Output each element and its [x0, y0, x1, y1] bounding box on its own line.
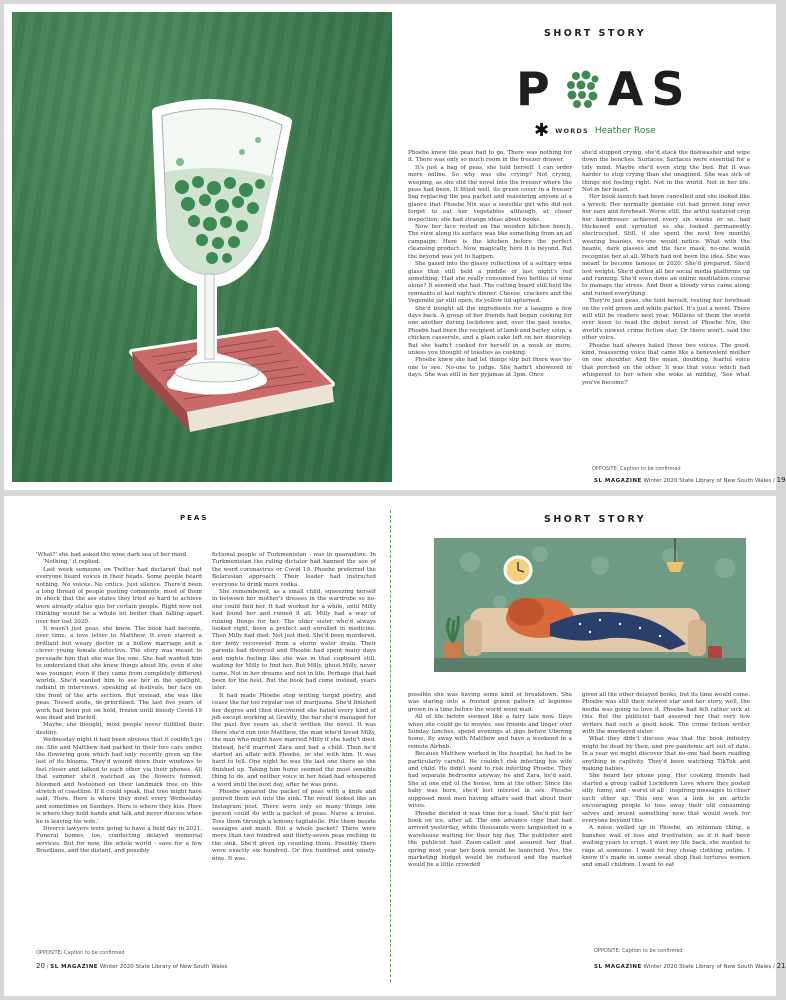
folio-magazine: SL MAGAZINE: [594, 478, 642, 484]
section-label: SHORT STORY: [544, 28, 647, 39]
page-number: 20: [36, 962, 45, 970]
paragraph: She'd bought all the ingredients for a lasagne a few days back. A group of her friends had begun cooking for one another during lockdown and, over the past weeks, Phoebe had been the recipient of lamb and barley soup, a chicken casserole, and a plain cake left on her doorstep. But she hadn't cooked for herself in a week or more, unless you thought of toasties as cooking.: [408, 305, 572, 356]
story-column-1: [408, 150, 572, 460]
paragraph: A noise welled up in Phoebe, an inhuman thing, a banshee wail of loss and frustration, as if it had been waiting years to erupt. I want my life back, she wanted to rage at someone. I want to buy cheap clothing online. I know it's made in some sweat shop that tortures women and small children. I want to eat: [582, 825, 750, 869]
paragraph: All of life before seemed like a fairy tale now. Days when she could go to movies, see friends and linger over Sunday lunches, spend evenings at gigs before Ubering home, fly away with Matthew and have a weekend in a remote Airbnb.: [408, 714, 572, 750]
wine-glass-illustration: [12, 12, 392, 482]
paragraph: They're just peas, she told herself, resting her forehead on the cold green and white packet. It's just a novel. There will still be readers next year. Millions of them the world over keen to read the debut novel of Phoebe Nix, the world's newest crime fiction star. Or there won't, said the other voice.: [582, 298, 750, 342]
wine-glass-with-peas-on-book-icon: [12, 12, 392, 482]
folio-publisher: State Library of New South Wales: [679, 478, 772, 484]
spread-gutter: [390, 510, 391, 982]
folio-magazine: SL MAGAZINE: [594, 964, 642, 970]
top-spread: [4, 4, 786, 490]
paragraph: She remembered, as a small child, squeezing herself in between her mother's dresses in the wardrobe so no-one could find her. It had worked for a while, until Milly had found her and ruined it all. Milly had a way of ruining things for her. The older sister who'd always looked right, been a prefect and enrolled in medicine. Then Milly had died. Not just died. She'd been murdered, her body recovered from a storm water drain. Their parents had divorced and Phoebe had spent many days and nights feeling like she was in that cupboard still, waiting for Milly to find her. But Milly, ghost Milly, never came. Not in her dreams and not in life. Perhaps that had been for the best. But the book had come instead, years later.: [212, 589, 376, 692]
folio: SL MAGAZINE Winter 2020 State Library of New South Wales / 19: [594, 476, 786, 484]
folio: SL MAGAZINE Winter 2020 State Library of New South Wales / 21: [594, 962, 786, 970]
paragraph: It had made Phoebe stop writing turgid poetry, and cease the far too regular use of marijuana. She'd finished her degree and then discovered she hated every kind of job except working at Gravity, the bar she'd managed for the past five years as she'd written the novel. It was there she'd run into Matthew, the man who'd loved Milly, the man who might have married Milly if she hadn't died. Instead, he'd married Zara and had a child. Then he'd started an affair with Phoebe, or she with him. It was hard to tell. One night he was the last one there as she finished up. Taking him home seemed the most sensible thing to do, and neither voice in her head had whispered a word until the next day, after he was gone.: [212, 692, 376, 788]
paragraph: Last week someone on Twitter had declared that not everyone heard voices in their heads. Some people heard nothing. No voices. No critics. Just silence. There'd been a long thread of people posting comments, most of them in shock that the ass states they tried so hard to achieve were already status quo for certain people. Right now not thinking would be a whole lot better than falling apart over her lost 2020.: [36, 566, 202, 625]
folio: 20 / SL MAGAZINE Winter 2020 State Library of New South Wales: [36, 962, 228, 970]
section-label: SHORT STORY: [544, 514, 647, 525]
author-name: Heather Rose: [594, 126, 656, 136]
caption: OPPOSITE: Caption to be confirmed: [592, 466, 681, 472]
paragraph: Phoebe knew she had let things slip but there was no-one to see. No-one to judge. She hadn't showered in days. She was still in her pyjamas at 3pm. Once: [408, 357, 572, 379]
pea-cluster-icon: [564, 68, 602, 110]
couple-on-sofa-illustration: [430, 532, 750, 678]
story-column-6: [582, 692, 750, 950]
asterisk-icon: ✱: [534, 120, 550, 141]
caption: OPPOSITE: Caption to be confirmed: [36, 950, 125, 956]
paragraph: Phoebe knew the peas had to go. There was nothing for it. There was only so much room in the freezer drawer.: [408, 150, 572, 164]
paragraph: She heard her phone ping. Her cooking friends had started a group called Lockdown Love where they posted silly, funny, and - worst of all - inspiring messages to cheer each other up. This one was a link to an article encouraging people to toss away their old consuming selves and invent something new that would work for everyone beyond this.: [582, 773, 750, 824]
paragraph: Phoebe had always hated those two voices. The good, kind, reassuring voice that came like a benevolent mother on one shoulder. And the mean, doubting, fearful voice that perched on the other. It was that voice which had whispered to her when she woke at midday, 'See what you've become?': [582, 342, 750, 386]
page-number: 19: [776, 476, 786, 484]
story-column-5: [408, 692, 572, 950]
story-title: [516, 62, 692, 116]
paragraph: Phoebe decided it was time for a toast. She'd put her book on ice, after all. The one advance copy that had arrived yesterday, while thousands were languished in a warehouse waiting for their big day. The publisher and the publicist had Zoom-called and assured her that spring next year her book would be launched. Yes, the marketing budget would be reduced and the market would be a little crowded: [408, 810, 572, 869]
byline-label: WORDS: [555, 127, 589, 135]
paragraph: Now her face rested on the wooden kitchen bench. The view along its surface was like something from an ad campaign: Here is the kitchen before the perfect cleansing product. Now, magically, here it is beyond. But the beyond was yet to happen.: [408, 224, 572, 260]
paragraph: Because Matthew worked in the hospital, he had to be particularly careful. He couldn't risk infecting his wife and child. He didn't want to risk infecting Phoebe. They had separate bedrooms anyway, he and Zara, he'd said. She at one end of the house, him at the other. Since the baby was born, she'd lost interest in sex. Phoebe supposed most men having affairs said that about their wives.: [408, 751, 572, 810]
story-column-4: [212, 552, 376, 948]
caption: OPPOSITE: Caption to be confirmed: [594, 948, 683, 954]
folio-magazine: SL MAGAZINE: [50, 964, 99, 970]
paragraph: What they didn't discuss was that the book industry might be dead by then, and pre-pandemic art out of date. In a year we might discover that no-one had been reading anything in captivity. They'd been watching TikTok and making babies.: [582, 736, 750, 773]
section-label: PEAS: [180, 514, 209, 522]
folio-publisher: State Library of New South Wales: [679, 964, 772, 970]
title-letter-p: P: [516, 62, 558, 116]
paragraph: Her book launch had been cancelled and she looked like a wreck. Her normally genuine cut had grown long over her ears and forehead. Worse still, the artful textured crop her hairdresser achieved every six weeks or so, had thickened and sprouted so she looked permanently electrocuted. Still, if she spent the next few months wearing beanies, no-one would notice. What with the beanie, dark glasses and the face mask, no-one would recognise her at all. Which had not been the idea. She was meant to become famous in 2020. She'd prepared. She'd lost weight. She'd gotten all her social media platforms up and running. She'd even done an online meditation course to manage the stress. And then a bloody virus came along and ruined everything.: [582, 194, 750, 297]
paragraph: 'What?' she had asked the wine dark sea of her mind.: [36, 552, 188, 558]
folio-publisher: State Library of New South Wales: [135, 964, 228, 970]
story-column-2: [582, 150, 750, 460]
paragraph: Divorce lawyers were going to have a field day in 2021. Funeral homes, too, conducting delayed memorial services. But for now, the whole world - save for a few Brazilians, and the distant, and possibly: [36, 826, 202, 855]
couple-on-sofa-icon: [430, 532, 750, 678]
page-number: 21: [776, 962, 786, 970]
paragraph: given all the other delayed books, but its time would come. Phoebe was still their newest star and her story, well, the media was going to love it. Phoebe had felt rather sick at this. But the publicist had assured her that very few writers had such a good hook. The crime fiction writer with the murdered sister.: [582, 692, 750, 736]
paragraph: 'Nothing,' it replied.: [43, 559, 101, 566]
paragraph: Phoebe speared the packet of peas with a knife and poured them out into the sink. The result looked like an Instagram post. There were only so many things one person could do with a packet of peas. Nurse a bruise. Toss them through a lemony tagliatelle. Pile them beside sausages and mash. But a whole packet? There were more than two hundred and thirty-seven peas melting in the sink. She'd given up counting them. Possibly there were exactly six hundred. Or five hundred and ninety-nine. It was: [212, 789, 376, 862]
paragraph: It wasn't just peas, she knew. The book had become, over time, a love letter to Matthew. It even starred a brilliant but weary doctor in a hollow marriage and a clever young female detective. The story was meant to persuade him that she was the one. She had wanted him to understand that she knew things about life, even if she was younger, even if they came from completely different worlds. She'd wanted him to see her in the spotlight, radiant in interviews, speaking at festivals, her face on the front of the arts section. But instead, she was like peas. Tossed aside, de-prioritised. The last five years of work had been put on hold, frozen until bloody Covid-19 was dead and buried.: [36, 626, 202, 721]
paragraph: Wednesday night it had been obvious that it couldn't go on. She and Matthew had parked in their two cars under the flowering gum which had only recently given up the last of its blooms. They'd wound down their windows to feel closer and talked to each other via their phones. All that summer she'd watched as the flowers formed, bloomed and festooned on their landmark tree on this stretch of coastline. If it could speak, that tree might have said, 'Here. Here is where they meet every Wednesday and sometimes on Sundays. Here is where they kiss. Here is where they hold hands and talk and never discuss when he is leaving his wife.': [36, 737, 202, 825]
paragraph: she'd stopped crying, she'd stack the dishwasher and wipe down the benches. Surfaces. Surfaces were essential for a tidy mind. Maybe she'd even strip the bed. But it was harder to stop crying than she imagined. She was sick of things not feeling right. Not in the world. Not in her life. Not in her heart.: [582, 150, 750, 194]
paragraph: It's just a bag of peas, she told herself. I can order more online. So why was she crying? Not crying, weeping, as she slid the novel into the freezer where the peas had been. It fitted well, its green cover in a freezer bag replacing the pea packet and reassuring anyone at a glance that Phoebe Nix was a sensible girl who did not forget to eat her vegetables although, at closer inspection, she had strange ideas about books.: [408, 164, 572, 223]
paragraph: possible she was having some kind of breakdown. She was staring into a frosted green pattern of legumes grown in a time before the world went mad.: [408, 692, 572, 713]
story-column-3: [36, 552, 202, 948]
bottom-spread: [4, 496, 786, 996]
folio-issue: Winter 2020: [643, 478, 678, 484]
paragraph: She gazed into the glassy reflections of a solitary wine glass that still held a puddle of last night's red something. Had she really consumed two bottles of wine alone? It seemed she had. The cutting board still held the remnants of last night's dinner. Cheese, crackers and the Vegemite jar still open, its yellow lid upturned.: [408, 261, 572, 305]
folio-issue: Winter 2020: [643, 964, 678, 970]
paragraph: fictional people of Turkmenistan - was in quarantine. In Turkmenistan the ruling dictator had banned the use of the word coronavirus or Covid 19. Phoebe preferred the Belarusian approach. Their leader had instructed everyone to drink more vodka.: [212, 552, 376, 588]
byline: [534, 122, 656, 140]
folio-issue: Winter 2020: [99, 964, 134, 970]
title-letter-a: AS: [607, 62, 693, 116]
paragraph: Maybe, she thought, most people never fulfilled their destiny.: [36, 722, 202, 736]
